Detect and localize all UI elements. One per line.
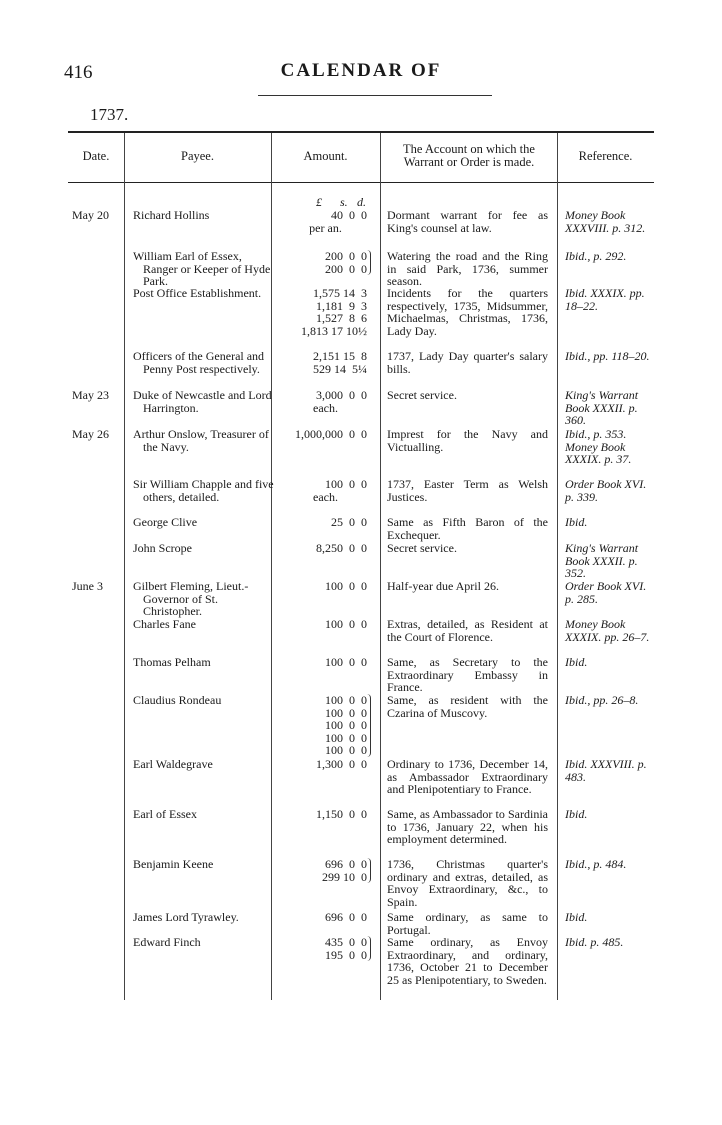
amount-line: 100 0 0 <box>325 655 367 669</box>
row-amount <box>276 911 375 924</box>
row-account: Dormant warrant for fee as King's counsel at law. <box>387 208 548 235</box>
row-reference: Ibid. <box>565 910 588 924</box>
table-top-rule <box>68 131 654 133</box>
row-payee: George Clive <box>133 515 198 529</box>
amount-line: 25 0 0 <box>331 515 367 529</box>
row-account: 1737, Easter Term as Welsh Justices. <box>387 477 548 504</box>
row-amount <box>276 287 375 337</box>
row-payee: Arthur Onslow, Treasurer of the Navy. <box>133 427 269 454</box>
row-payee: John Scrope <box>133 541 192 555</box>
row-payee: Richard Hollins <box>133 208 210 222</box>
row-reference: Ibid., pp. 118–20. <box>565 349 650 363</box>
column-header-date: Date. <box>82 149 110 163</box>
amount-brace <box>367 936 371 961</box>
row-reference: Ibid., p. 353. Money Book XXXIX. p. 37. <box>565 427 632 466</box>
unit-pounds: £ <box>316 195 322 209</box>
column-divider <box>380 133 381 1000</box>
column-divider <box>557 133 558 1000</box>
row-reference: King's Warrant Book XXXII. p. 360. <box>565 388 639 427</box>
column-header-payee: Payee. <box>181 149 214 163</box>
row-reference: Ibid., p. 484. <box>565 857 627 871</box>
row-date: May 20 <box>72 208 109 222</box>
running-head-rule <box>258 95 492 96</box>
row-reference: Ibid., p. 292. <box>565 249 627 263</box>
year-heading: 1737. <box>90 105 129 124</box>
row-amount <box>276 618 375 631</box>
amount-line: each. <box>313 400 338 415</box>
row-payee: Duke of Newcastle and Lord Harrington. <box>133 388 272 415</box>
row-reference: Ibid. <box>565 655 588 669</box>
row-reference: Money Book XXXIX. pp. 26–7. <box>565 617 650 644</box>
row-amount <box>276 428 375 441</box>
unit-pence: d. <box>357 195 366 209</box>
amount-line: 1,300 0 0 <box>316 757 367 771</box>
row-payee: Officers of the General and Penny Post respectively. <box>133 349 265 376</box>
amount-line: 1,150 0 0 <box>316 807 367 821</box>
amount-brace <box>367 250 371 275</box>
running-head: CALENDAR OF <box>280 60 442 81</box>
row-date: June 3 <box>72 579 103 593</box>
row-payee: Post Office Establishment. <box>133 286 262 300</box>
row-account: Imprest for the Navy and Victualling. <box>387 427 548 454</box>
row-reference: Ibid. XXXIX. pp. 18–22. <box>565 286 645 313</box>
amount-line: 100 0 0 <box>325 693 367 707</box>
amount-brace <box>367 858 371 883</box>
amount-brace <box>367 694 371 757</box>
row-amount <box>276 858 375 883</box>
amount-line: 100 0 0 <box>325 477 367 491</box>
row-payee: Sir William Chapple and five others, detailed. <box>133 477 274 504</box>
row-account: Watering the road and the Ring in said Park, 1736, summer season. <box>387 249 548 288</box>
amount-line: 100 0 0 <box>325 579 367 593</box>
row-amount <box>276 580 375 593</box>
amount-line: 200 0 0 <box>325 249 367 263</box>
row-date: May 26 <box>72 427 109 441</box>
row-reference: Ibid. p. 485. <box>565 935 624 949</box>
amount-line: 2,151 15 8 <box>313 349 367 363</box>
column-header-reference: Reference. <box>578 149 633 163</box>
row-payee: Earl Waldegrave <box>133 757 213 771</box>
column-divider <box>124 133 125 1000</box>
amount-line: 40 0 0 <box>331 208 367 222</box>
row-amount <box>276 250 375 275</box>
row-payee: Charles Fane <box>133 617 196 631</box>
row-payee: Gilbert Fleming, Lieut.-Governor of St. Christopher. <box>133 579 249 618</box>
amount-line: 1,813 17 10½ <box>301 323 367 338</box>
row-amount <box>276 936 375 961</box>
row-reference: Ibid. <box>565 807 588 821</box>
amount-line: 100 0 0 <box>325 617 367 631</box>
row-reference: King's Warrant Book XXXII. p. 352. <box>565 541 639 580</box>
row-account: Same ordinary, as Envoy Extraordinary, and ordinary, 1736, October 21 to December 25 as Plenipotentiary, to Sweden. <box>387 935 548 987</box>
row-reference: Ibid. XXXVIII. p. 483. <box>565 757 647 784</box>
amount-line: 1,000,000 0 0 <box>295 427 367 441</box>
amount-line: 100 0 0 <box>325 743 367 757</box>
row-account: Incidents for the quarters respectively, 1735, Midsummer, Michaelmas, Christmas, 1736, Lady Day. <box>387 286 548 338</box>
row-account: Secret service. <box>387 541 457 555</box>
row-account: Secret service. <box>387 388 457 402</box>
amount-line: 696 0 0 <box>325 910 367 924</box>
amount-line: 200 0 0 <box>325 261 367 276</box>
row-amount <box>276 516 375 529</box>
row-reference: Order Book XVI. p. 339. <box>565 477 647 504</box>
row-reference: Money Book XXXVIII. p. 312. <box>565 208 646 235</box>
row-amount <box>276 350 375 375</box>
amount-line: 100 0 0 <box>325 718 367 732</box>
amount-line: 1,575 14 3 <box>313 286 367 300</box>
row-amount <box>276 478 375 503</box>
amount-line: per an. <box>309 220 342 235</box>
row-account: Extras, detailed, as Resident at the Court of Florence. <box>387 617 548 644</box>
row-account: Same, as Secretary to the Extraordinary Embassy in France. <box>387 655 548 694</box>
table-header-rule <box>68 182 654 183</box>
row-account: 1737, Lady Day quarter's salary bills. <box>387 349 548 376</box>
row-account: Half-year due April 26. <box>387 579 499 593</box>
amount-line: each. <box>313 489 338 504</box>
unit-shillings: s. <box>340 195 348 209</box>
row-amount <box>276 694 375 757</box>
amount-line: 435 0 0 <box>325 935 367 949</box>
row-account: Ordinary to 1736, December 14, as Ambassador Extraordinary and Plenipotentiary to France. <box>387 757 548 796</box>
row-payee: William Earl of Essex, Ranger or Keeper of Hyde Park. <box>133 249 271 288</box>
row-payee: James Lord Tyrawley. <box>133 910 239 924</box>
row-amount <box>276 209 375 234</box>
row-payee: Benjamin Keene <box>133 857 214 871</box>
amount-line: 3,000 0 0 <box>316 388 367 402</box>
amount-line: 100 0 0 <box>325 730 367 745</box>
row-account: 1736, Christmas quarter's ordinary and extras, detailed, as Envoy Extraordinary, &c., to Spain. <box>387 857 548 909</box>
amount-line: 100 0 0 <box>325 705 367 720</box>
row-date: May 23 <box>72 388 109 402</box>
amount-line: 529 14 5¼ <box>313 361 367 376</box>
column-header-account: The Account on which the Warrant or Order is made. <box>403 142 535 169</box>
column-header-amount: Amount. <box>303 149 348 163</box>
amount-line: 299 10 0 <box>322 869 367 884</box>
amount-line: 1,181 9 3 <box>316 298 367 313</box>
page-number: 416 <box>64 62 93 83</box>
row-payee: Thomas Pelham <box>133 655 211 669</box>
amount-line: 8,250 0 0 <box>316 541 367 555</box>
row-payee: Claudius Rondeau <box>133 693 222 707</box>
row-amount <box>276 542 375 555</box>
amount-line: 195 0 0 <box>325 947 367 962</box>
row-amount <box>276 808 375 821</box>
row-account: Same ordinary, as same to Portugal. <box>387 910 548 937</box>
row-amount <box>276 389 375 414</box>
row-account: Same, as resident with the Czarina of Muscovy. <box>387 693 548 720</box>
amount-line: 1,527 8 6 <box>316 311 367 325</box>
row-amount <box>276 758 375 771</box>
row-payee: Edward Finch <box>133 935 201 949</box>
row-payee: Earl of Essex <box>133 807 197 821</box>
row-account: Same, as Ambassador to Sardinia to 1736, January 22, when his employment determined. <box>387 807 548 846</box>
amount-line: 696 0 0 <box>325 857 367 871</box>
row-reference: Ibid. <box>565 515 588 529</box>
row-reference: Ibid., pp. 26–8. <box>565 693 639 707</box>
row-reference: Order Book XVI. p. 285. <box>565 579 647 606</box>
row-account: Same as Fifth Baron of the Exchequer. <box>387 515 548 542</box>
row-amount <box>276 656 375 669</box>
